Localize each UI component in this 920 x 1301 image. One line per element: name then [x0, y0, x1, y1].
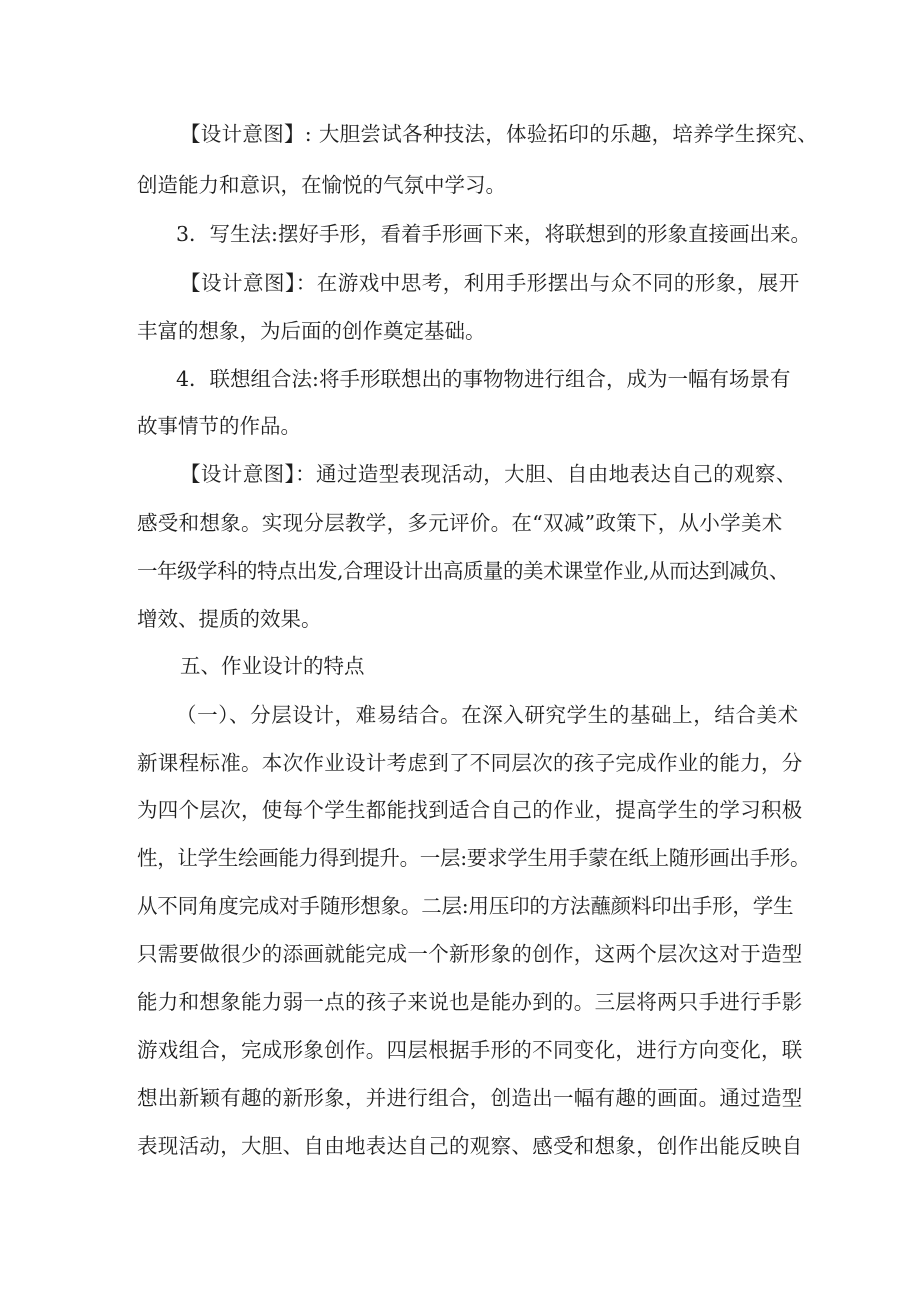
section-heading: 五、作业设计的特点 [180, 654, 365, 678]
paragraph-line: 能力和想象能力弱一点的孩子来说也是能办到的。三层将两只手进行手影 [137, 990, 803, 1014]
paragraph-line: 新课程标准。本次作业设计考虑到了不同层次的孩子完成作业的能力，分 [137, 751, 803, 775]
paragraph-line: 故事情节的作品。 [137, 414, 301, 438]
paragraph-line: 【设计意图】：在游戏中思考，利用手形摆出与众不同的形象，展开 [180, 271, 800, 295]
paragraph-line: 4．联想组合法:将手形联想出的事物物进行组合，成为一幅有场景有 [176, 367, 791, 391]
paragraph-line: 游戏组合，完成形象创作。四层根据手形的不同变化，进行方向变化，联 [137, 1038, 803, 1062]
paragraph-line: （一）、分层设计，难易结合。在深入研究学生的基础上，结合美术 [176, 703, 799, 727]
paragraph-line: 创造能力和意识，在愉悦的气氛中学习。 [137, 173, 506, 197]
paragraph-line: 从不同角度完成对手随形想象。二层:用压印的方法蘸颜料印出手形，学生 [137, 894, 794, 918]
paragraph-line: 为四个层次，使每个学生都能找到适合自己的作业，提高学生的学习积极 [137, 798, 803, 822]
paragraph-line: 丰富的想象，为后面的创作奠定基础。 [137, 319, 486, 343]
paragraph-line: 3．写生法:摆好手形，看着手形画下来，将联想到的形象直接画出来。 [176, 222, 811, 246]
paragraph-line: 表现活动，大胆、自由地表达自己的观察、感受和想象，创作出能反映自 [137, 1134, 803, 1158]
paragraph-line: 一年级学科的特点出发,合理设计出高质量的美术课堂作业,从而达到减负、 [137, 559, 790, 583]
paragraph-line: 只需要做很少的添画就能完成一个新形象的创作，这两个层次这对于造型 [137, 942, 803, 966]
paragraph-line: 感受和想象。实现分层教学，多元评价。在“双减”政策下，从小学美术 [137, 511, 783, 535]
paragraph-line: 增效、提质的效果。 [137, 607, 322, 631]
paragraph-line: 【设计意图】：通过造型表现活动，大胆、自由地表达自己的观察、 [180, 462, 797, 486]
paragraph-line: 性，让学生绘画能力得到提升。一层:要求学生用手蒙在纸上随形画出手形。 [137, 846, 811, 870]
paragraph-line: 想出新颖有趣的新形象，并进行组合，创造出一幅有趣的画面。通过造型 [137, 1086, 803, 1110]
paragraph-line: 【设计意图】: 大胆尝试各种技法，体验拓印的乐趣，培养学生探究、 [180, 122, 819, 146]
